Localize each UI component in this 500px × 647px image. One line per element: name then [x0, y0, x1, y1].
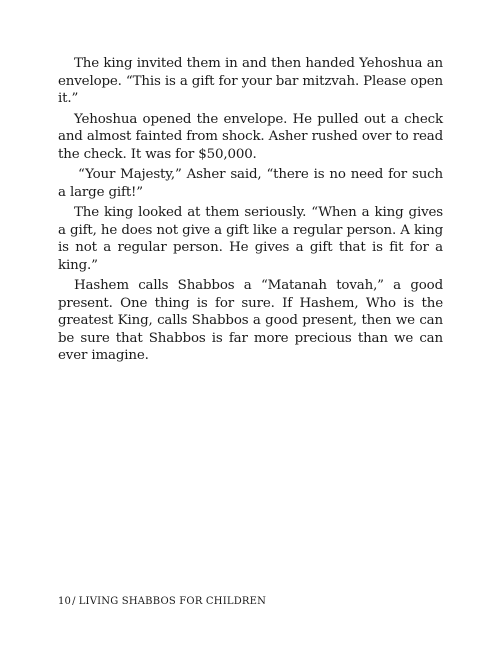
- book-title: LIVING SHABBOS FOR CHILDREN: [78, 596, 267, 607]
- paragraph-opens-envelope: Yehoshua opened the envelope. He pulled out a check and almost fainted from shock. Asher rushed over to read the check. It was for $50,000.: [58, 111, 443, 162]
- paragraph-hashem-shabbos: Hashem calls Shabbos a “Matanah tovah,” a good present. One thing is for sure. If Hashem, Who is the greatest King, calls Shabbos a good present, then we can be sure that Shabbos is far more precious than we can ever imagine.: [58, 278, 443, 363]
- page-number: 10: [58, 596, 72, 607]
- footer-separator: /: [72, 596, 76, 607]
- paragraph-king-invites: The king invited them in and then handed Yehoshua an envelope. “This is a gift for your bar mitzvah. Please open it.”: [58, 56, 443, 106]
- page-body-text: [58, 55, 443, 368]
- paragraph-asher-protests: “Your Majesty,” Asher said, “there is no need for such a large gift!”: [58, 167, 443, 200]
- paragraph-king-explains: The king looked at them seriously. “When a king gives a gift, he does not give a gift like a regular person. A king is not a regular person. He gives a gift that is fit for a king.”: [58, 205, 443, 273]
- page-footer: [58, 596, 266, 607]
